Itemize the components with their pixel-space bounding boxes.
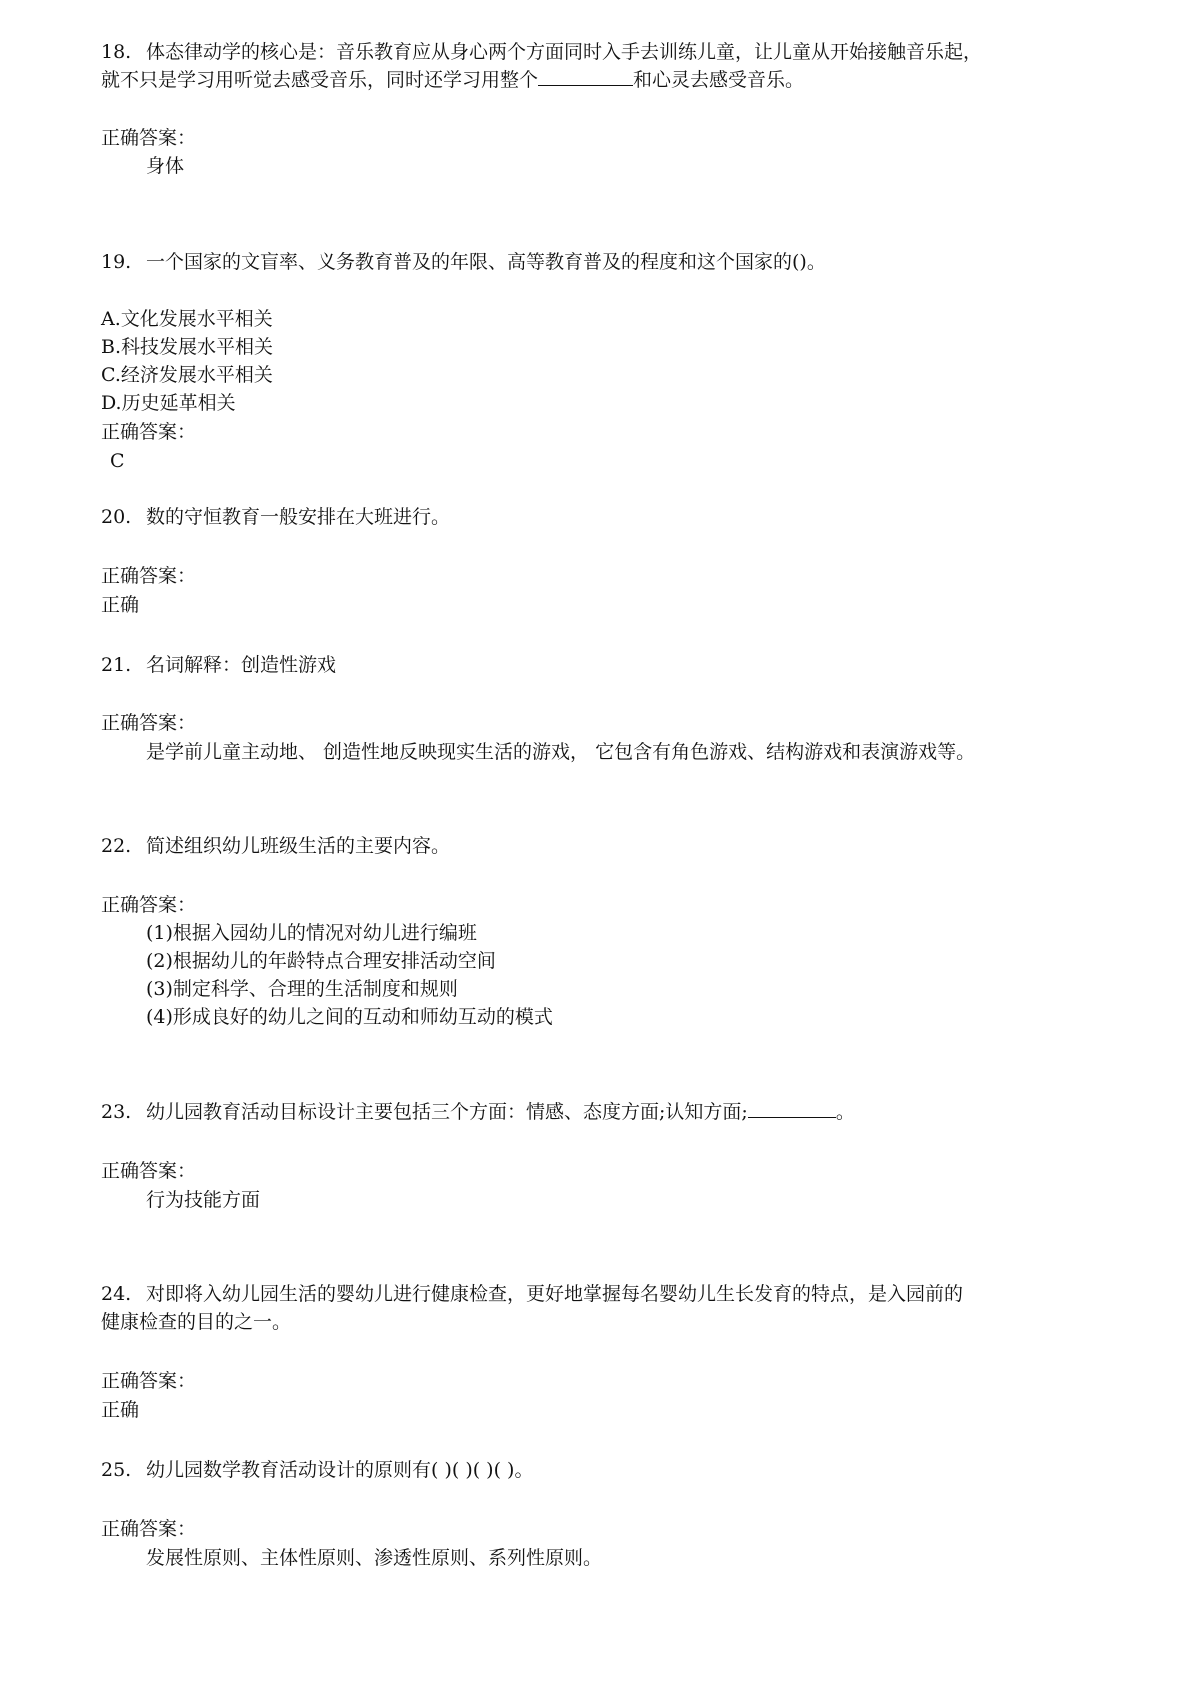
answer-item-1: (1)根据入园幼儿的情况对幼儿进行编班 [146, 922, 477, 944]
question-24 [101, 1280, 1111, 1336]
question-text: 。 [835, 1101, 855, 1123]
question-25 [101, 1456, 1111, 1484]
question-text: 对即将入幼儿园生活的婴幼儿进行健康检查，更好地掌握每名婴幼儿生长发育的特点，是入园前的 [146, 1283, 964, 1305]
answer-label: 正确答案： [101, 1160, 197, 1182]
question-text: 和心灵去感受音乐。 [633, 69, 805, 91]
answer-item-4: (4)形成良好的幼儿之间的互动和师幼互动的模式 [146, 1006, 553, 1028]
answer-text: 正确 [101, 1399, 140, 1421]
answer-item-3: (3)制定科学、合理的生活制度和规则 [146, 978, 458, 1000]
question-text: 简述组织幼儿班级生活的主要内容。 [146, 835, 451, 857]
question-21 [101, 651, 1111, 679]
question-text: 体态律动学的核心是：音乐教育应从身心两个方面同时入手去训练儿童，让儿童从开始接触音乐起， [146, 41, 983, 63]
question-number: 19. [101, 251, 132, 273]
answer-text: 身体 [146, 155, 185, 177]
answer-blank [748, 1099, 836, 1118]
question-18-line-2 [101, 66, 1111, 94]
question-number: 21. [101, 654, 132, 676]
question-number: 23. [101, 1101, 132, 1123]
answer-blank [538, 67, 633, 86]
answer-label: 正确答案： [101, 894, 197, 916]
question-number: 25. [101, 1459, 132, 1481]
question-text: 数的守恒教育一般安排在大班进行。 [146, 506, 451, 528]
question-text: 健康检查的目的之一。 [101, 1311, 292, 1333]
question-number: 22. [101, 835, 132, 857]
question-number: 24. [101, 1283, 132, 1305]
answer-label: 正确答案： [101, 1518, 197, 1540]
question-19 [101, 248, 1111, 276]
answer-label: 正确答案： [101, 1370, 197, 1392]
answer-item-2: (2)根据幼儿的年龄特点合理安排活动空间 [146, 950, 496, 972]
question-number: 18. [101, 41, 132, 63]
question-number: 20. [101, 506, 132, 528]
option-d: D.历史延革相关 [101, 392, 236, 414]
answer-text: 发展性原则、主体性原则、渗透性原则、系列性原则。 [146, 1547, 603, 1569]
option-b: B.科技发展水平相关 [101, 336, 274, 358]
question-text: 就不只是学习用听觉去感受音乐，同时还学习用整个 [101, 69, 539, 91]
question-18 [101, 38, 1111, 94]
answer-text: 行为技能方面 [146, 1189, 261, 1211]
answer-label: 正确答案： [101, 712, 197, 734]
answer-label: 正确答案： [101, 421, 197, 443]
answer-label: 正确答案： [101, 127, 197, 149]
answer-label: 正确答案： [101, 565, 197, 587]
question-text: 幼儿园教育活动目标设计主要包括三个方面：情感、态度方面;认知方面; [146, 1101, 748, 1123]
question-18-line-1 [101, 38, 1111, 66]
answer-text: 正确 [101, 594, 140, 616]
option-a: A.文化发展水平相关 [101, 308, 273, 330]
option-c: C.经济发展水平相关 [101, 364, 273, 386]
question-text: 名词解释：创造性游戏 [146, 654, 337, 676]
question-text: 幼儿园数学教育活动设计的原则有( )( )( )( )。 [146, 1459, 534, 1481]
question-text: 一个国家的文盲率、义务教育普及的年限、高等教育普及的程度和这个国家的()。 [146, 251, 826, 273]
answer-text: C [110, 450, 125, 472]
question-22 [101, 832, 1111, 860]
question-23 [101, 1098, 1111, 1126]
question-20 [101, 503, 1111, 531]
answer-text: 是学前儿童主动地、 创造性地反映现实生活的游戏， 它包含有角色游戏、结构游戏和表演游戏等。 [146, 741, 976, 763]
